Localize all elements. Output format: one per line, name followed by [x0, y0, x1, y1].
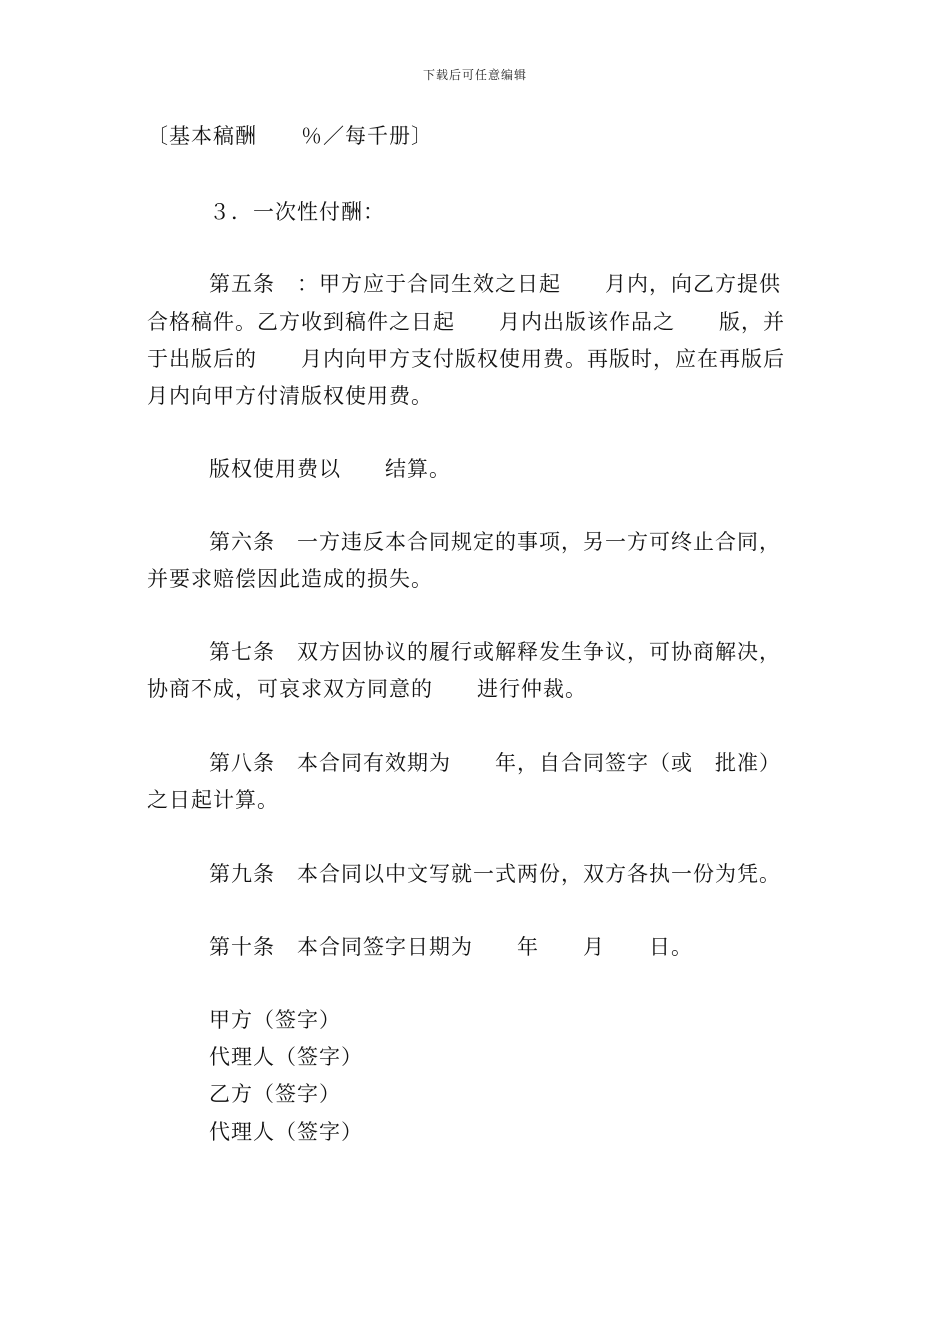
article6-line-2: 并要求赔偿因此造成的损失。	[147, 567, 433, 591]
article8-line-2: 之日起计算。	[147, 788, 279, 812]
signature-party-a: 甲方（签字）	[209, 1008, 341, 1032]
article8-line-1: 第八条 本合同有效期为 年，自合同签字（或 批准）	[209, 751, 781, 775]
article6-line-1: 第六条 一方违反本合同规定的事项，另一方可终止合同，	[209, 530, 781, 554]
article9-line: 第九条 本合同以中文写就一式两份，双方各执一份为凭。	[209, 862, 781, 886]
royalty-basic-line: 〔基本稿酬 ％／每千册〕	[147, 124, 433, 148]
article7-line-1: 第七条 双方因协议的履行或解释发生争议，可协商解决，	[209, 640, 781, 664]
article5-line-3: 于出版后的 月内向甲方支付版权使用费。再版时，应在再版后	[147, 347, 785, 371]
article5-line-2: 合格稿件。乙方收到稿件之日起 月内出版该作品之 版，并	[147, 310, 785, 334]
settlement-line: 版权使用费以 结算。	[209, 457, 451, 481]
article7-line-2: 协商不成，可哀求双方同意的 进行仲裁。	[147, 677, 587, 701]
signature-party-b: 乙方（签字）	[209, 1082, 341, 1106]
article5-line-4: 月内向甲方付清版权使用费。	[147, 384, 433, 408]
header-note: 下载后可任意编辑	[422, 68, 527, 82]
one-time-payment-line: ３．一次性付酬：	[209, 200, 385, 224]
article5-line-1: 第五条 ：甲方应于合同生效之日起 月内，向乙方提供	[209, 272, 781, 296]
signature-agent-b: 代理人（签字）	[209, 1120, 363, 1144]
signature-agent-a: 代理人（签字）	[209, 1045, 363, 1069]
article10-line: 第十条 本合同签字日期为 年 月 日。	[209, 935, 693, 959]
